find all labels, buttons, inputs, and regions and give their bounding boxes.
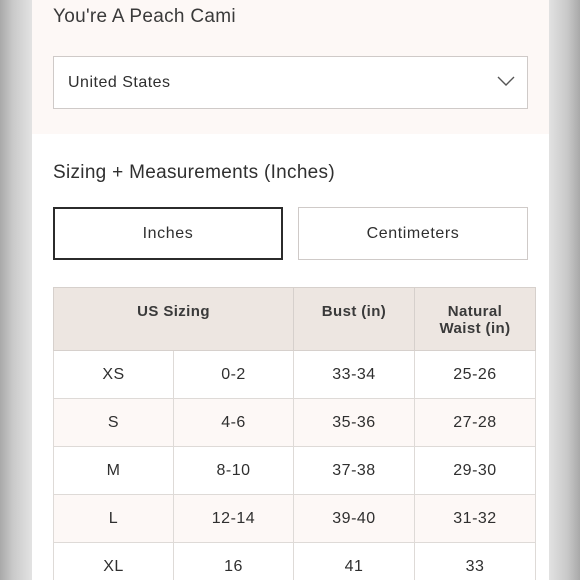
waist-cell: 25-26	[415, 351, 536, 399]
product-title: You're A Peach Cami	[53, 6, 236, 27]
sizing-card	[32, 134, 549, 580]
size-cell: XL	[54, 543, 174, 580]
size-cell: S	[54, 399, 174, 447]
header-waist-line2: Waist (in)	[439, 320, 511, 337]
country-select-value: United States	[68, 73, 171, 91]
table-header-row	[54, 288, 536, 351]
size-cell: M	[54, 447, 174, 495]
bust-cell: 35-36	[294, 399, 415, 447]
header-bust: Bust (in)	[294, 288, 415, 351]
header-waist-line1: Natural	[447, 303, 503, 320]
waist-cell: 27-28	[415, 399, 536, 447]
inches-button[interactable]: Inches	[53, 207, 283, 260]
background-left	[0, 0, 32, 580]
waist-cell: 31-32	[415, 495, 536, 543]
table-row	[54, 399, 536, 447]
header-natural-waist	[415, 288, 536, 351]
background-right	[548, 0, 580, 580]
waist-cell: 29-30	[415, 447, 536, 495]
us-size-cell: 8-10	[174, 447, 294, 495]
sizing-title: Sizing + Measurements (Inches)	[53, 162, 335, 183]
size-cell: L	[54, 495, 174, 543]
bust-cell: 39-40	[294, 495, 415, 543]
header-us-sizing: US Sizing	[54, 288, 294, 351]
table-row	[54, 447, 536, 495]
us-size-cell: 4-6	[174, 399, 294, 447]
table-row	[54, 543, 536, 580]
country-select[interactable]	[53, 56, 528, 109]
product-header-card	[32, 0, 549, 134]
size-cell: XS	[54, 351, 174, 399]
us-size-cell: 16	[174, 543, 294, 580]
bust-cell: 37-38	[294, 447, 415, 495]
us-size-cell: 0-2	[174, 351, 294, 399]
table-row	[54, 495, 536, 543]
chevron-down-icon	[497, 74, 515, 88]
table-row	[54, 351, 536, 399]
size-chart-table	[53, 287, 536, 580]
us-size-cell: 12-14	[174, 495, 294, 543]
centimeters-button[interactable]: Centimeters	[298, 207, 528, 260]
waist-cell: 33	[415, 543, 536, 580]
bust-cell: 41	[294, 543, 415, 580]
bust-cell: 33-34	[294, 351, 415, 399]
